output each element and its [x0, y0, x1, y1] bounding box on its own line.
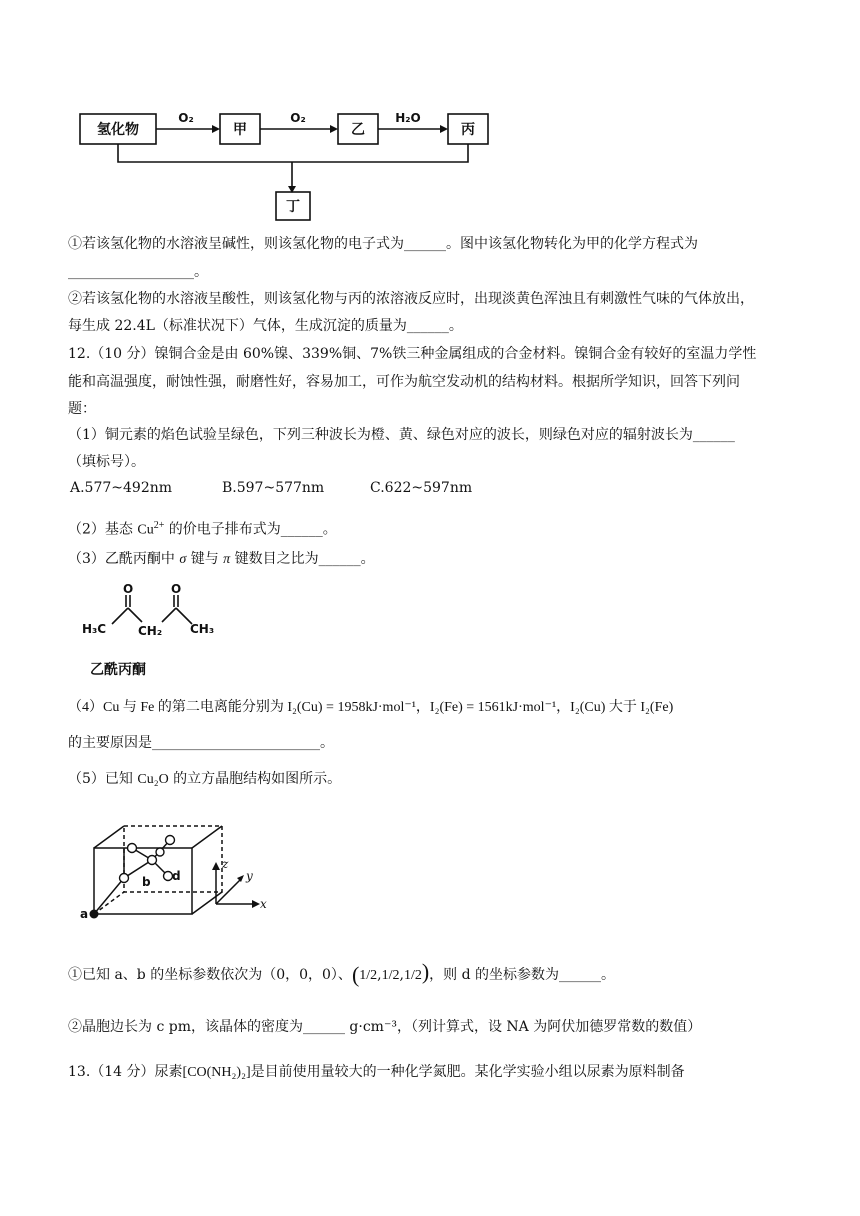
- arrow-label-o2-1: O₂: [178, 111, 194, 125]
- fraction-half-y: 1/2: [381, 968, 400, 983]
- arrow-label-o2-2: O₂: [290, 111, 306, 125]
- q12-p5-post: 的立方晶胞结构如图所示。: [168, 771, 342, 787]
- struct-o2: O: [171, 582, 182, 596]
- q13-post: 是目前使用量较大的一种化学氮肥。某化学实验小组以尿素为原料制备: [250, 1064, 685, 1080]
- node-ding: 丁: [286, 199, 300, 215]
- q12-p5: [68, 769, 341, 790]
- q12-p1-line2: （填标号）。: [68, 454, 145, 470]
- urea-formula: [CO(NH₂)₂]: [182, 1065, 251, 1080]
- q12-p4-line1: （4）Cu 与 Fe 的第二电离能分别为 I₂(Cu) = 1958kJ·mol⁻¹，I₂(Fe) = 1561kJ·mol⁻¹，I₂(Cu) 大于 I₂(Fe): [68, 700, 674, 715]
- node-bing: 丙: [461, 122, 475, 138]
- struct-ch3: CH₃: [190, 622, 215, 636]
- cu-ion: Cu: [137, 522, 154, 538]
- node-yi: 乙: [351, 122, 365, 138]
- q12-p3-post: 键数目之比为______。: [230, 551, 375, 567]
- q12-p1-line1: （1）铜元素的焰色试验呈绿色，下列三种波长为橙、黄、绿色对应的波长，则绿色对应的辐射波长为______: [68, 427, 735, 443]
- cell-label-b: b: [142, 875, 151, 889]
- cell-label-a: a: [80, 907, 89, 921]
- pi-symbol: π: [223, 552, 231, 567]
- q12-p5-sub2: ②晶胞边长为 c pm，该晶体的密度为______ g·cm⁻³，（列计算式，设 NA 为阿伏加德罗常数的数值）: [68, 1019, 702, 1035]
- q12-p2-pre: （2）基态: [68, 521, 138, 538]
- q12-p3: [68, 549, 375, 570]
- fraction-tuple: (: [351, 962, 360, 987]
- fraction-half-x: 1/2: [359, 968, 378, 983]
- q11-sub2-line1: ②若该氢化物的水溶液呈酸性，则该氢化物与丙的浓溶液反应时，出现淡黄色浑浊且有刺激性气味的气体放出，: [68, 291, 754, 307]
- q12-p5-sub1-post: ，则 d 的坐标参数为______。: [429, 967, 616, 983]
- q12-intro-line1: 12.（10 分）镍铜合金是由 60%镍、339%铜、7%铁三种金属组成的合金材料。镍铜合金有较好的室温力学性: [68, 346, 757, 362]
- q12-p2-post: 的价电子排布式为______。: [164, 521, 337, 538]
- q13-line1: [68, 1062, 685, 1083]
- fraction-half-z: 1/2: [403, 968, 422, 983]
- cu2o-unit-cell: [72, 818, 272, 928]
- q11-sub1-line1: ①若该氢化物的水溶液呈碱性，则该氢化物的电子式为______。图中该氢化物转化为甲的化学方程式为: [68, 236, 698, 252]
- cu2o-formula: Cu₂O: [137, 772, 169, 787]
- q12-p3-pre: （3）乙酰丙酮中: [68, 551, 180, 567]
- reaction-flowchart: [70, 100, 510, 225]
- q11-sub1-line2: __________________。: [68, 264, 208, 280]
- axis-y: y: [246, 869, 253, 883]
- q12-intro-line2: 能和高温强度，耐蚀性强，耐磨性好，容易加工，可作为航空发动机的结构材料。根据所学知识，回答下列问: [68, 374, 740, 390]
- q12-p5-sub1-pre: ①已知 a、b 的坐标参数依次为（0，0，0）、: [68, 967, 352, 983]
- option-c: C.622~597nm: [370, 480, 473, 496]
- arrow-label-h2o: H₂O: [395, 111, 421, 125]
- q12-p3-mid: 键与: [186, 551, 224, 567]
- cu-ion-charge: 2+: [153, 520, 165, 531]
- q12-intro-line3: 题：: [68, 401, 96, 417]
- q12-p5-pre: （5）已知: [68, 771, 138, 787]
- node-hydride: 氢化物: [97, 122, 139, 138]
- node-jia: 甲: [233, 122, 247, 138]
- struct-ch2: CH₂: [138, 624, 163, 638]
- struct-o1: O: [123, 582, 134, 596]
- option-a: A.577~492nm: [70, 480, 173, 496]
- axis-x: x: [260, 897, 267, 911]
- fraction-tuple-close: ): [421, 959, 430, 984]
- q11-sub2-line2: 每生成 22.4L（标准状况下）气体，生成沉淀的质量为______。: [68, 318, 463, 334]
- option-b: B.597~577nm: [222, 480, 325, 496]
- q12-p2: [68, 516, 337, 541]
- q12-p4-line2: 的主要原因是________________________。: [68, 735, 334, 751]
- sigma-symbol: σ: [179, 552, 187, 567]
- struct-h3c: H₃C: [82, 622, 107, 636]
- axis-z: z: [222, 857, 229, 871]
- acetylacetone-structure: [72, 578, 232, 682]
- cell-label-d: d: [172, 869, 181, 883]
- q13-pre: 13.（14 分）尿素: [68, 1064, 183, 1080]
- struct-caption: 乙酰丙酮: [90, 662, 146, 678]
- q12-p5-sub1: ①已知 a、b 的坐标参数依次为（0，0，0）、(1/2,1/2,1/2)，则 d 的坐标参数为______。: [68, 959, 616, 987]
